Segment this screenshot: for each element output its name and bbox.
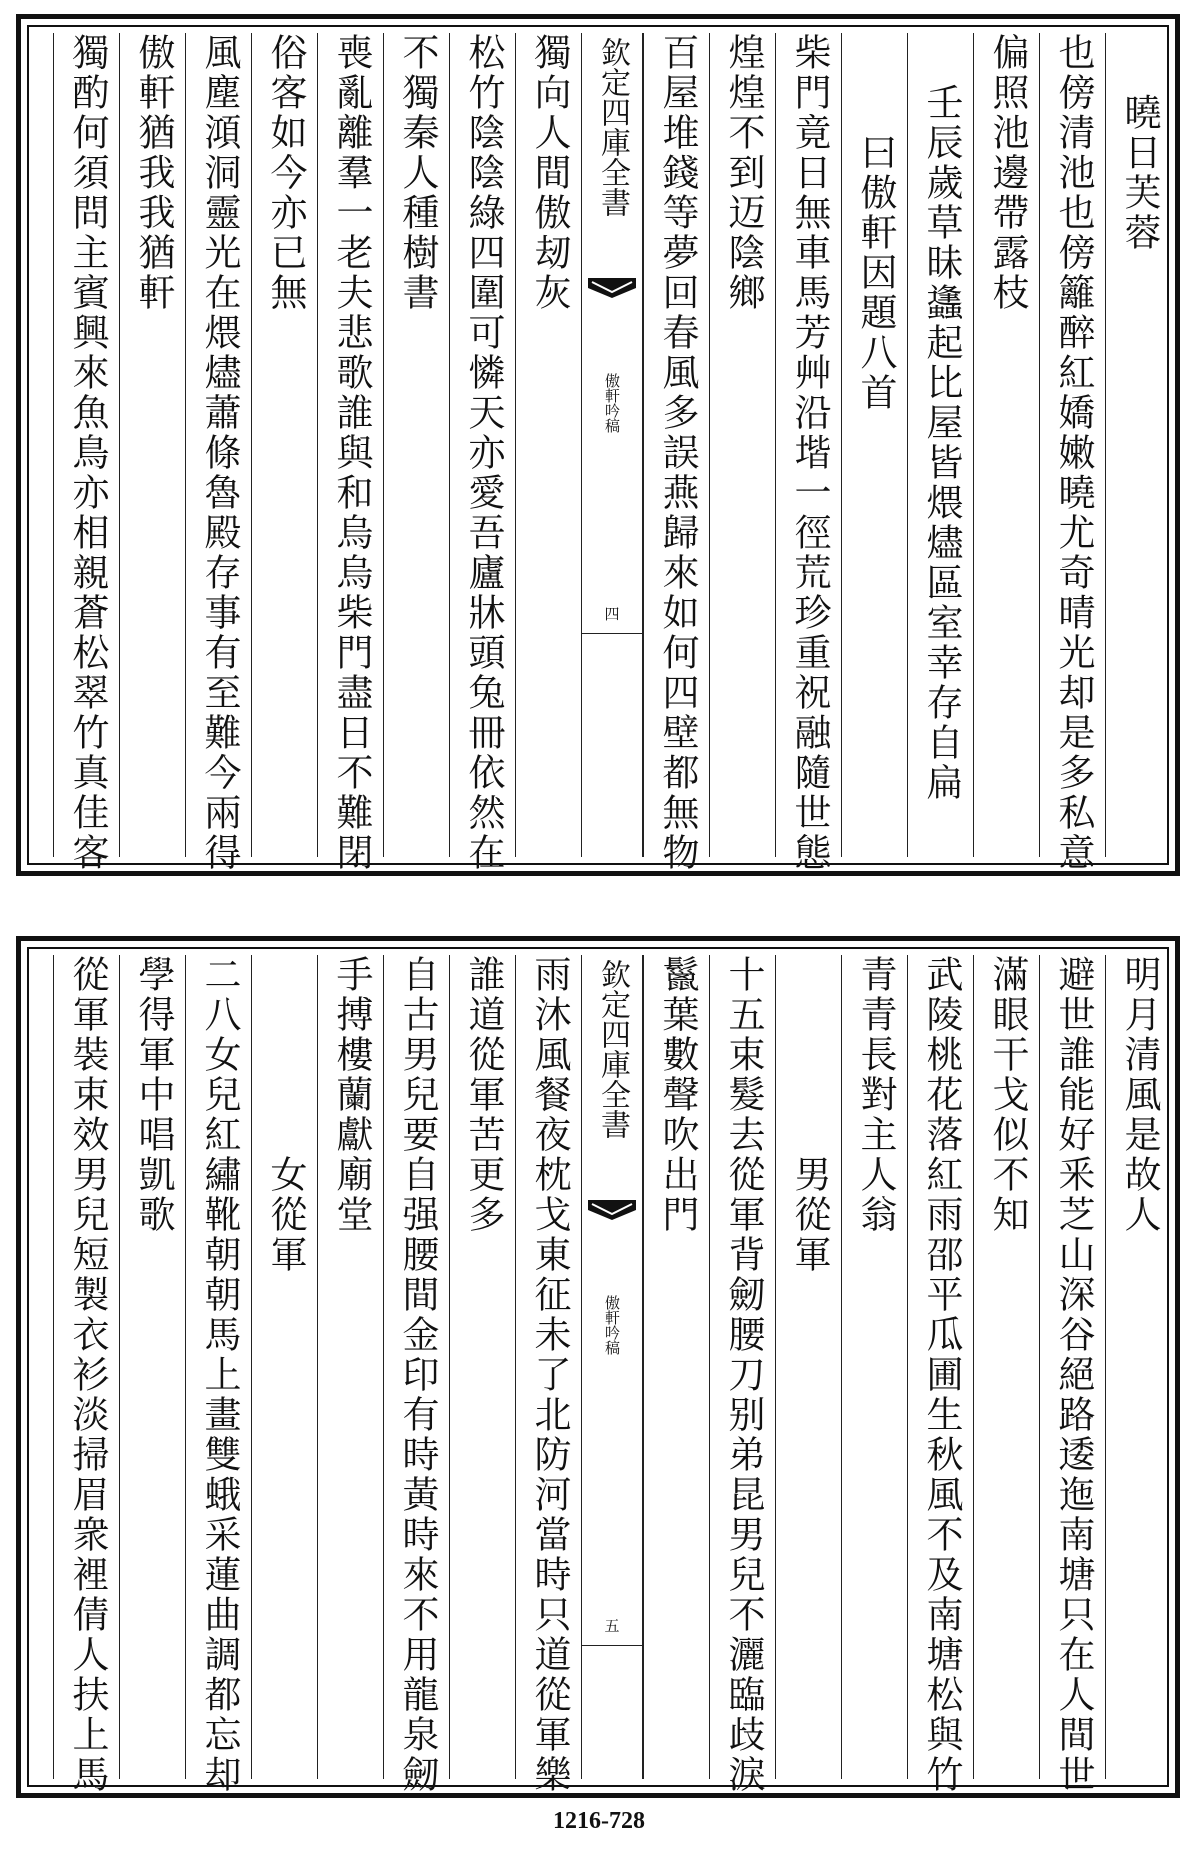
text-column	[53, 955, 120, 1795]
column-text: 避世誰能好釆芝山深谷絕路逶迤南塘只在人間世	[1052, 955, 1095, 1795]
column-text: 喪亂離羣一老夫悲歌誰與和烏烏柴門盡日不難閉	[330, 33, 373, 873]
column-text: 曉日芙蓉	[1118, 93, 1161, 253]
text-column	[973, 33, 1040, 857]
text-column	[515, 955, 582, 1795]
column-text: 鬣葉數聲吹出門	[656, 955, 699, 1235]
column-text: 風塵澒洞靈光在煨燼蕭條魯殿存事有至難今兩得	[198, 33, 241, 873]
center-gutter	[581, 955, 643, 1779]
book-title: 欽定四庫全書	[595, 959, 630, 1139]
text-column	[251, 33, 318, 857]
column-text: 獨酌何須問主賓興來魚鳥亦相親蒼松翠竹真佳客	[66, 33, 109, 873]
text-column	[1039, 955, 1106, 1795]
fish-tail-mark-icon	[588, 278, 636, 306]
text-column	[907, 955, 974, 1795]
column-text: 自古男兒要自强腰間金印有時黃時來不用龍泉劒	[396, 955, 439, 1795]
text-column	[383, 955, 450, 1795]
text-column	[119, 955, 186, 1779]
column-text: 傲軒猶我我猶軒	[132, 33, 175, 313]
book-title: 欽定四庫全書	[595, 37, 630, 217]
column-text: 誰道從軍苦更多	[462, 955, 505, 1235]
text-column	[775, 33, 842, 873]
folio-number: 四	[604, 605, 620, 623]
column-text: 也傍清池也傍籬醉紅嬌嫩曉尤奇晴光却是多私意	[1052, 33, 1095, 873]
column-text: 明月清風是故人	[1118, 955, 1161, 1235]
text-column	[973, 955, 1040, 1779]
text-column	[317, 33, 384, 873]
column-text: 曰傲軒因題八首	[854, 133, 897, 413]
column-text: 從軍裝束效男兒短製衣衫淡掃眉衆裡倩人扶上馬	[66, 955, 109, 1795]
text-column	[841, 955, 908, 1779]
fish-tail-mark-icon	[588, 1200, 636, 1228]
collection-title: 傲軒吟稿	[603, 1295, 621, 1355]
column-text: 十五束髮去從軍背劒腰刀别弟昆男兒不灑臨歧淚	[722, 955, 765, 1795]
column-text: 手搏樓蘭獻廟堂	[330, 955, 373, 1235]
text-column	[119, 33, 186, 857]
text-column	[907, 33, 974, 857]
column-text: 壬辰歲草昧蠭起比屋皆煨燼區室幸存自扁	[920, 83, 963, 803]
column-text: 柴門竟日無車馬芳艸沿堦一徑荒珍重祝融隨世態	[788, 33, 831, 873]
text-column	[709, 955, 776, 1795]
page-footer-number: 1216-728	[553, 1808, 645, 1834]
text-column	[643, 955, 710, 1779]
column-text: 煌煌不到迈陰鄉	[722, 33, 765, 313]
poem-title	[1105, 33, 1172, 857]
poem-title	[775, 955, 842, 1779]
column-text: 男從軍	[788, 1155, 831, 1275]
column-text: 雨沐風餐夜枕戈東征未了北防河當時只道從軍樂	[528, 955, 571, 1795]
column-text: 女從軍	[264, 1155, 307, 1275]
column-text: 二八女兒紅繡靴朝朝馬上畫雙蛾采蓮曲調都忘却	[198, 955, 241, 1795]
column-text: 百屋堆錢等夢回春風多誤燕歸來如何四壁都無物	[656, 33, 699, 873]
column-text: 武陵桃花落紅雨邵平瓜圃生秋風不及南塘松與竹	[920, 955, 963, 1795]
text-column	[841, 33, 908, 857]
top-page	[16, 14, 1180, 876]
text-column	[643, 33, 710, 873]
text-column	[317, 955, 384, 1779]
center-gutter	[581, 33, 643, 857]
column-text: 不獨秦人種樹書	[396, 33, 439, 313]
folio-rule	[582, 633, 642, 634]
text-column	[185, 33, 252, 873]
text-column	[449, 33, 516, 873]
text-column	[185, 955, 252, 1795]
text-column	[383, 33, 450, 857]
poem-title	[251, 955, 318, 1779]
text-column	[1105, 955, 1172, 1779]
column-text: 獨向人間傲刼灰	[528, 33, 571, 313]
text-column	[709, 33, 776, 857]
text-column	[515, 33, 582, 857]
text-column	[53, 33, 120, 873]
column-text: 滿眼干戈似不知	[986, 955, 1029, 1235]
column-text: 松竹陰陰綠四圍可憐天亦愛吾廬牀頭兔冊依然在	[462, 33, 505, 873]
column-text: 偏照池邊帶露枝	[986, 33, 1029, 313]
text-column	[449, 955, 516, 1779]
folio-rule	[582, 1645, 642, 1646]
collection-title: 傲軒吟稿	[603, 373, 621, 433]
column-text: 俗客如今亦已無	[264, 33, 307, 313]
column-text: 青青長對主人翁	[854, 955, 897, 1235]
column-text: 學得軍中唱凱歌	[132, 955, 175, 1235]
text-column	[1039, 33, 1106, 873]
folio-number: 五	[604, 1617, 620, 1635]
bottom-page	[16, 936, 1180, 1798]
